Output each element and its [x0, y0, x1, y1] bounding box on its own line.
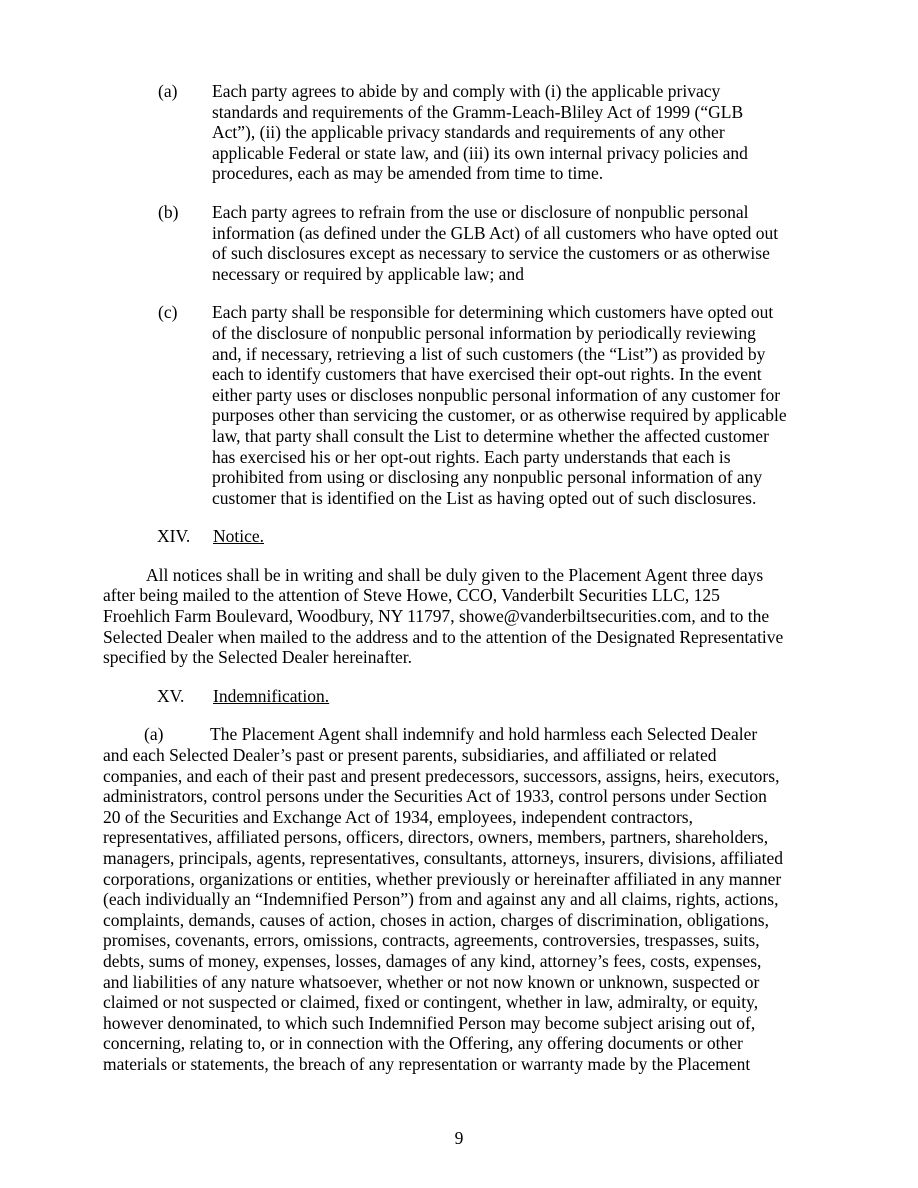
- text-line: law, that party shall consult the List to determine whether the affected customer: [212, 425, 769, 446]
- text-line: specified by the Selected Dealer hereinafter.: [103, 647, 413, 668]
- list-item-text: [212, 202, 858, 284]
- list-item-text: [212, 302, 858, 508]
- text-line: concerning, relating to, or in connection with the Offering, any offering documents or other: [103, 1033, 743, 1054]
- text-line: representatives, affiliated persons, officers, directors, owners, members, partners, shareholders,: [103, 827, 769, 848]
- text-line: information (as defined under the GLB Act) of all customers who have opted out: [212, 222, 779, 243]
- text-line: after being mailed to the attention of Steve Howe, CCO, Vanderbilt Securities LLC, 125: [103, 585, 720, 606]
- text-line: promises, covenants, errors, omissions, contracts, agreements, controversies, trespasses, suits,: [103, 930, 760, 951]
- text-line: necessary or required by applicable law; and: [212, 263, 524, 284]
- text-line: of such disclosures except as necessary to service the customers or as otherwise: [212, 243, 770, 264]
- text-line: customer that is identified on the List as having opted out of such disclosures.: [212, 487, 757, 508]
- page-footer: [0, 1128, 918, 1149]
- text-line: and, if necessary, retrieving a list of such customers (the “List”) as provided by: [212, 343, 766, 364]
- text-line: All notices shall be in writing and shall be duly given to the Placement Agent three days: [146, 564, 764, 585]
- text-line: purposes other than servicing the customer, or as otherwise required by applicable: [212, 405, 787, 426]
- text-line: Each party agrees to refrain from the use or disclosure of nonpublic personal: [212, 201, 749, 222]
- document-body: [0, 81, 918, 1093]
- section-number: XV.: [157, 685, 185, 706]
- list-item-label: (a): [158, 81, 178, 101]
- text-line: administrators, control persons under the Securities Act of 1933, control persons under Section: [103, 786, 767, 807]
- list-item: [103, 302, 858, 508]
- section-title: Notice.: [213, 526, 265, 547]
- section-heading: [157, 686, 858, 707]
- text-line: Each party agrees to abide by and comply with (i) the applicable privacy: [212, 81, 721, 101]
- text-line: (each individually an “Indemnified Person”) from and against any and all claims, rights, actions,: [103, 889, 779, 910]
- labeled-paragraph: [103, 724, 858, 1074]
- paragraph-label: (a): [144, 724, 164, 745]
- text-line: of the disclosure of nonpublic personal information by periodically reviewing: [212, 322, 756, 343]
- text-line: and each Selected Dealer’s past or present parents, subsidiaries, and affiliated or related: [103, 745, 717, 766]
- text-line: The Placement Agent shall indemnify and hold harmless each Selected Dealer: [210, 724, 758, 745]
- text-line: companies, and each of their past and present predecessors, successors, assigns, heirs, executors,: [103, 765, 780, 786]
- text-line: prohibited from using or disclosing any nonpublic personal information of any: [212, 467, 763, 488]
- list-item-label: (c): [158, 302, 178, 323]
- text-line: applicable Federal or state law, and (iii) its own internal privacy policies and: [212, 142, 748, 163]
- paragraph: [103, 565, 858, 668]
- text-line: Froehlich Farm Boulevard, Woodbury, NY 11797, showe@vanderbiltsecurities.com, and to the: [103, 606, 770, 627]
- text-line: however denominated, to which such Indemnified Person may become subject arising out of,: [103, 1012, 756, 1033]
- text-line: corporations, organizations or entities, whether previously or hereinafter affiliated in any manner: [103, 868, 782, 889]
- text-line: 20 of the Securities and Exchange Act of 1934, employees, independent contractors,: [103, 806, 693, 827]
- text-line: managers, principals, agents, representatives, consultants, attorneys, insurers, divisions, affiliated: [103, 848, 784, 868]
- text-line: claimed or not suspected or claimed, fixed or contingent, whether in law, admiralty, or equity,: [103, 992, 759, 1013]
- text-line: debts, sums of money, expenses, losses, damages of any kind, attorney’s fees, costs, expenses,: [103, 950, 762, 971]
- text-line: complaints, demands, causes of action, choses in action, charges of discrimination, obligations,: [103, 909, 769, 930]
- section-heading: [157, 526, 858, 547]
- list-item-text: [212, 81, 858, 184]
- text-line: and liabilities of any nature whatsoever, whether or not now known or unknown, suspected or: [103, 971, 760, 992]
- list-item: [103, 202, 858, 284]
- text-line: [103, 724, 858, 745]
- text-line: Each party shall be responsible for determining which customers have opted out: [212, 302, 774, 323]
- page-number: 9: [454, 1128, 464, 1148]
- text-line: has exercised his or her opt-out rights. Each party understands that each is: [212, 446, 731, 467]
- text-line: Selected Dealer when mailed to the address and to the attention of the Designated Representative: [103, 626, 784, 647]
- list-item-label: (b): [158, 201, 179, 222]
- text-line: procedures, each as may be amended from time to time.: [212, 163, 604, 184]
- text-line: each to identify customers that have exercised their opt-out rights. In the event: [212, 364, 762, 385]
- text-line: materials or statements, the breach of any representation or warranty made by the Placement: [103, 1053, 751, 1074]
- text-line: either party uses or discloses nonpublic personal information of any customer for: [212, 384, 781, 405]
- section-title: Indemnification.: [213, 685, 330, 706]
- list-item: [103, 81, 858, 184]
- text-line: standards and requirements of the Gramm-Leach-Bliley Act of 1999 (“GLB: [212, 101, 744, 122]
- section-number: XIV.: [157, 526, 191, 547]
- text-line: Act”), (ii) the applicable privacy standards and requirements of any other: [212, 122, 725, 143]
